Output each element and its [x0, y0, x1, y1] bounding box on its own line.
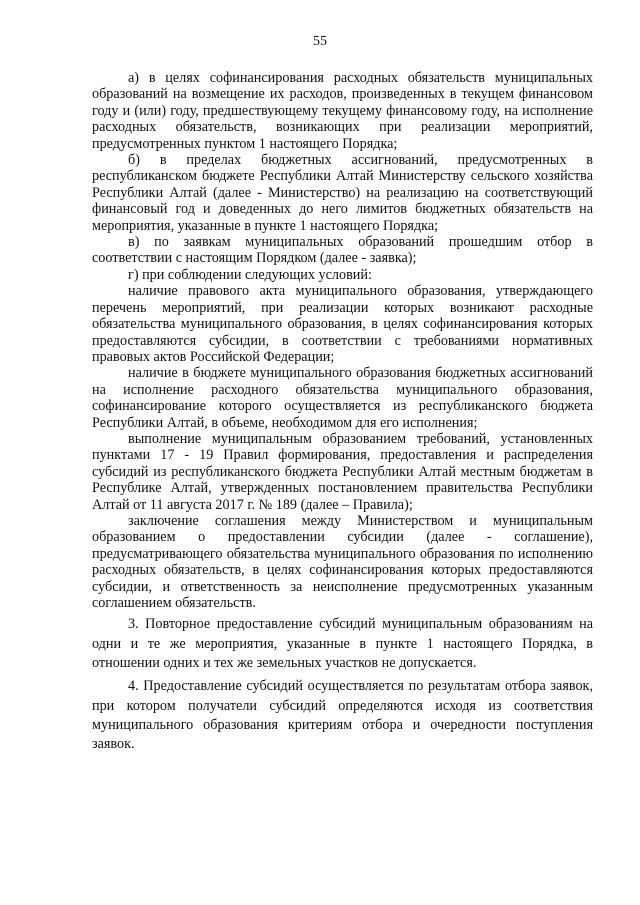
- condition-agreement: заключение соглашения между Министерством и муниципальным образованием о предоставлении субсидии (далее - соглашение), предусматривающего обязательства муниципального образования по исполнению расходных обязательств, в целях софинансирования которых предоставляются субсидии, и ответственность за неисполнение предусмотренных указанным соглашением обязательств.: [92, 512, 593, 611]
- document-body: [92, 70, 593, 754]
- condition-rules-compliance: выполнение муниципальным образованием требований, установленных пунктами 17 - 19 Правил формирования, предоставления и распределения субсидий из республиканского бюджета Республики Алтай местным бюджетам в Республике Алтай, утвержденных постановлением правительства Республики Алтай от 11 августа 2017 г. № 189 (далее – Правила);: [92, 430, 593, 513]
- condition-budget-allocations: наличие в бюджете муниципального образования бюджетных ассигнований на исполнение расходного обязательства муниципального образования, софинансирование которого осуществляется из республиканского бюджета Республики Алтай, в объеме, необходимом для его исполнения;: [92, 365, 593, 431]
- page-number: 55: [313, 34, 327, 49]
- condition-legal-act: наличие правового акта муниципального образования, утверждающего перечень мероприятий, при реализации которых возникают расходные обязательства муниципального образования, в целях софинансирования которых предоставляются субсидии, в соответствии с требованиями нормативных правовых актов Российской Федерации;: [92, 283, 593, 365]
- paragraph-v-applications: в) по заявкам муниципальных образований прошедшим отбор в соответствии с настоящим Порядком (далее - заявка);: [92, 234, 593, 267]
- clause-3-repeat-subsidy: 3. Повторное предоставление субсидий муниципальным образованиям на одни и те же мероприятия, указанные в пункте 1 настоящего Порядка, в отношении одних и тех же земельных участков не допускается.: [92, 616, 593, 671]
- paragraph-g-conditions: г) при соблюдении следующих условий:: [128, 266, 372, 283]
- paragraph-b-budget-limits: б) в пределах бюджетных ассигнований, предусмотренных в республиканском бюджете Республики Алтай Министерству сельского хозяйства Республики Алтай (далее - Министерство) на реализацию на соответствующий финансовый год и доведенных до него лимитов бюджетных обязательств на мероприятия, указанные в пункте 1 настоящего Порядка;: [92, 152, 593, 234]
- clause-4-selection: 4. Предоставление субсидий осуществляется по результатам отбора заявок, при котором получатели субсидий определяются исходя из соответствия муниципального образования критериям отбора и очередности поступления заявок.: [92, 678, 593, 753]
- paragraph-a-cofinancing: а) в целях софинансирования расходных обязательств муниципальных образований на возмещение их расходов, произведенных в текущем финансовом году и (или) году, предшествующему текущему финансовому году, на исполнение расходных обязательств, возникающих при реализации мероприятий, предусмотренных пунктом 1 настоящего Порядка;: [92, 70, 593, 152]
